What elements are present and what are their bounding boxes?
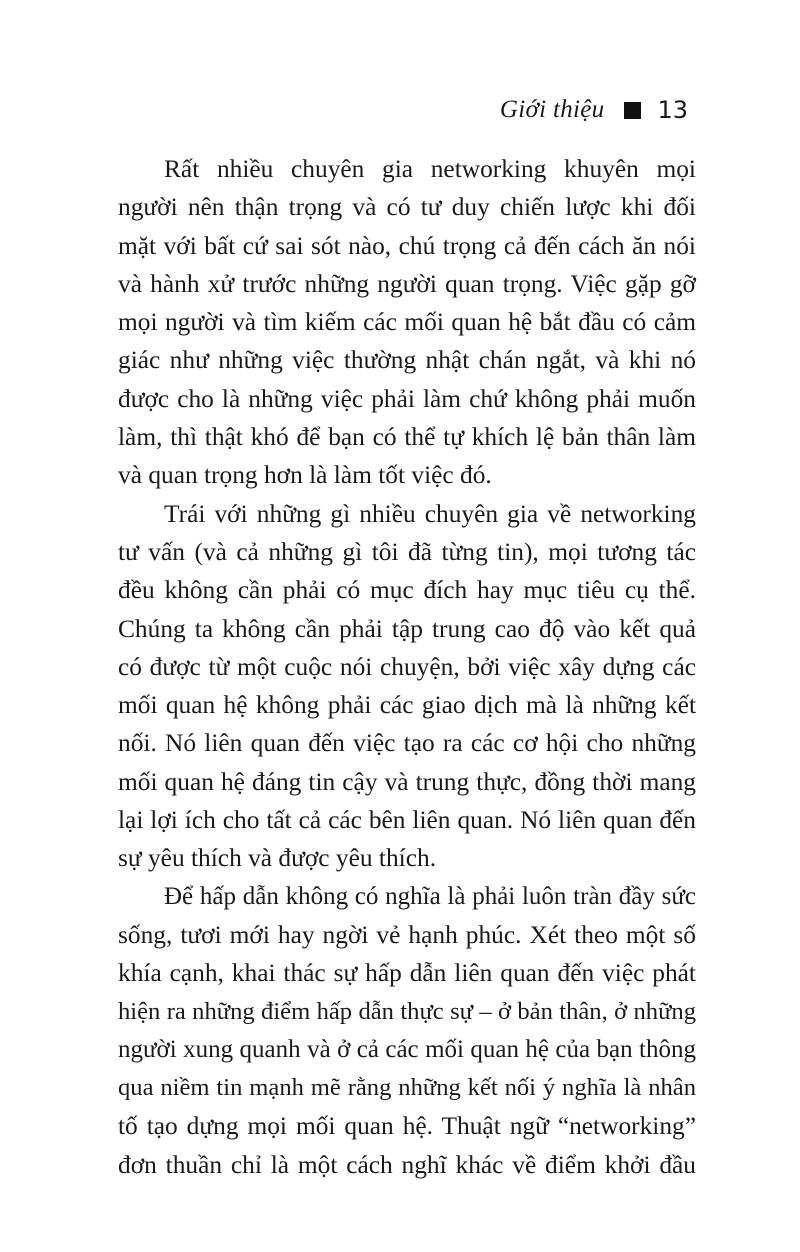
text-line: tố tạo dựng mọi mối quan hệ. Thuật ngữ “networking” xyxy=(118,1112,696,1141)
text-line: đều không cần phải có mục đích hay mục tiêu cụ thể. xyxy=(118,576,696,605)
body-text xyxy=(118,150,696,1184)
text-line: khía cạnh, khai thác sự hấp dẫn liên quan đến việc phát xyxy=(118,959,696,988)
text-line: mối quan hệ đáng tin cậy và trung thực, đồng thời mang xyxy=(118,767,696,796)
text-line: nối. Nó liên quan đến việc tạo ra các cơ hội cho những xyxy=(118,729,696,758)
text-line: tư vấn (và cả những gì tôi đã từng tin), mọi tương tác xyxy=(118,537,696,566)
text-line: qua niềm tin mạnh mẽ rằng những kết nối ý nghĩa là nhân xyxy=(118,1074,696,1102)
text-line: Chúng ta không cần phải tập trung cao độ vào kết quả xyxy=(118,614,696,643)
text-line: mối quan hệ không phải các giao dịch mà là những kết xyxy=(118,691,696,720)
text-line: Để hấp dẫn không có nghĩa là phải luôn tràn đầy sức xyxy=(164,882,696,910)
text-line: sự yêu thích và được yêu thích. xyxy=(118,844,437,873)
text-line: sống, tươi mới hay ngời vẻ hạnh phúc. Xét theo một số xyxy=(118,920,696,949)
text-line: được cho là những việc phải làm chứ không phải muốn xyxy=(118,384,696,413)
text-line: làm, thì thật khó để bạn có thể tự khích lệ bản thân làm xyxy=(118,423,696,452)
text-line: và quan trọng hơn là làm tốt việc đó. xyxy=(118,461,492,490)
black-square-icon xyxy=(624,102,641,119)
text-line: mọi người và tìm kiếm các mối quan hệ bắt đầu có cảm xyxy=(118,308,696,337)
text-line: người xung quanh và ở cả các mối quan hệ của bạn thông xyxy=(118,1035,696,1063)
text-line: lại lợi ích cho tất cả các bên liên quan. Nó liên quan đến xyxy=(118,806,696,835)
text-line: có được từ một cuộc nói chuyện, bởi việc xây dựng các xyxy=(118,652,696,681)
text-line: giác như những việc thường nhật chán ngắt, và khi nó xyxy=(118,346,696,375)
text-line: mặt với bất cứ sai sót nào, chú trọng cả đến cách ăn nói xyxy=(118,231,696,260)
text-line: Trái với những gì nhiều chuyên gia về networking xyxy=(164,499,696,528)
section-title: Giới thiệu xyxy=(499,96,605,123)
running-header xyxy=(500,92,688,128)
text-line: người nên thận trọng và có tư duy chiến lược khi đối xyxy=(118,193,696,222)
text-line: hiện ra những điểm hấp dẫn thực sự – ở bản thân, ở những xyxy=(118,997,696,1025)
page-number: 13 xyxy=(657,96,688,124)
text-line: Rất nhiều chuyên gia networking khuyên mọi xyxy=(164,155,696,183)
text-line: và hành xử trước những người quan trọng. Việc gặp gỡ xyxy=(118,269,696,298)
text-line: đơn thuần chỉ là một cách nghĩ khác về điểm khởi đầu xyxy=(118,1150,696,1179)
